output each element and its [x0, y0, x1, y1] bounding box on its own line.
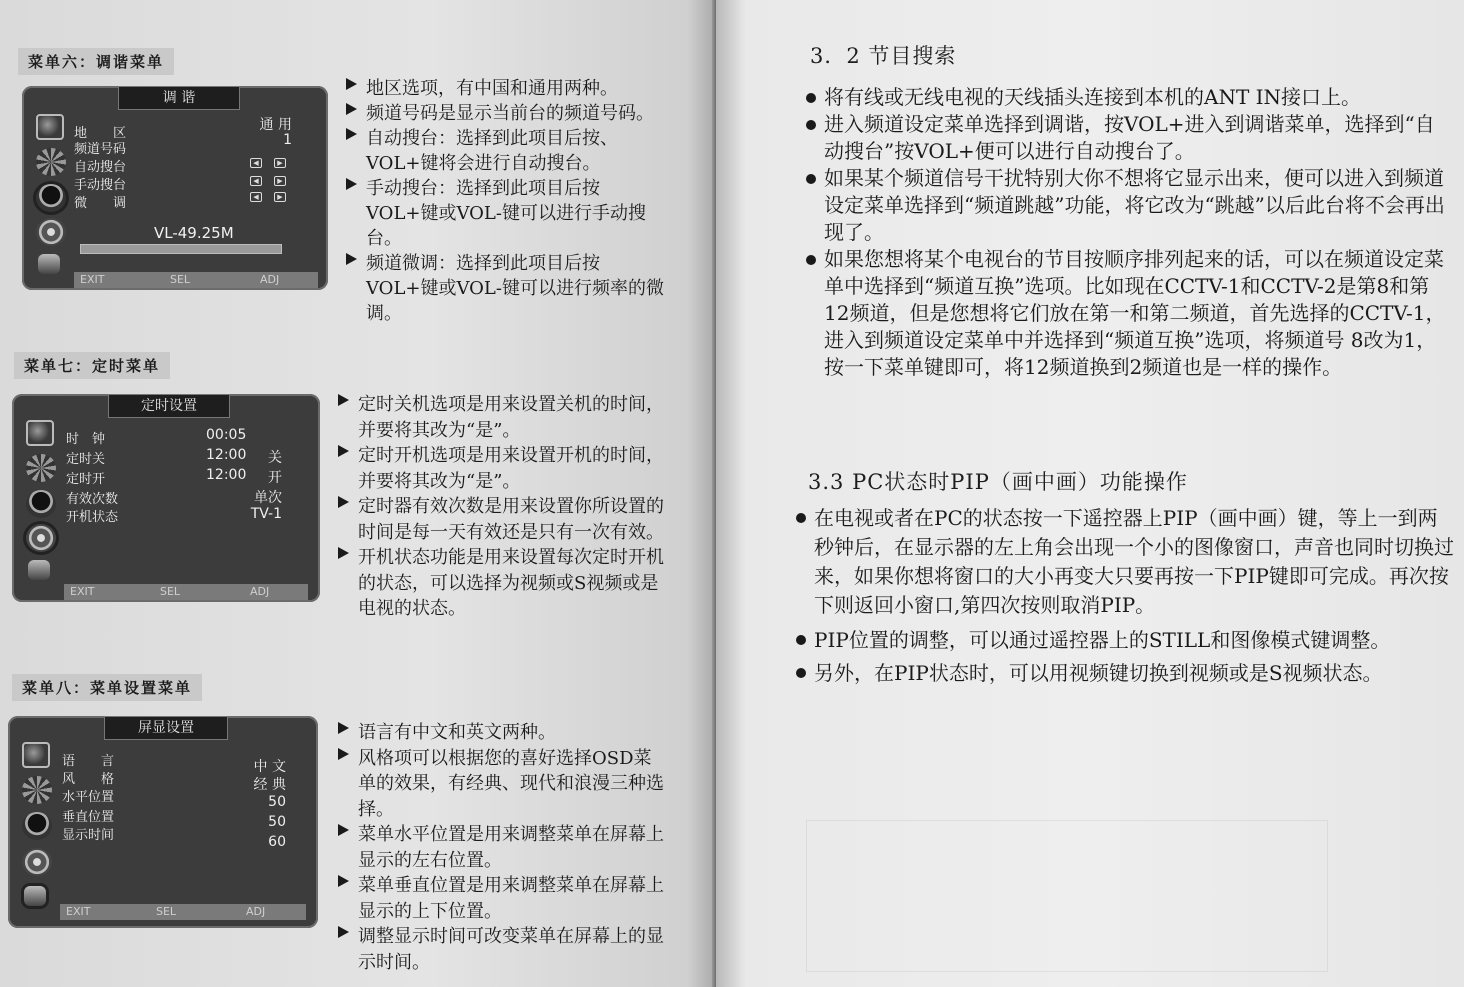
bullet-item: 定时关机选项是用来设置关机的时间，并要将其改为“是”。: [338, 392, 666, 443]
osd-footer: [64, 584, 308, 600]
section-3-2-title: 3．2 节目搜索: [810, 44, 957, 68]
osd-row-value: 中 文: [253, 759, 286, 775]
antenna-icon: [22, 812, 52, 840]
dot-bullet-icon: [806, 174, 816, 184]
triangle-bullet-icon: [338, 722, 349, 734]
osd-row-label[interactable]: 频道号码: [74, 142, 127, 157]
osd-row-label[interactable]: 手动搜台: [74, 178, 127, 193]
osd-icon-sidebar: [16, 740, 58, 914]
clock-icon: [22, 848, 52, 876]
dot-bullet-icon: [806, 255, 816, 265]
bullet-item: 语言有中文和英文两种。: [338, 720, 666, 746]
adj-hint: ADJ: [246, 905, 266, 918]
frequency-readout: VL-49.25M: [154, 224, 234, 242]
left-page: [0, 0, 716, 987]
bullet-item: 在电视或者在PC的状态按一下遥控器上PIP（画中画）键，等上一到两秒钟后，在显示器的左上角会出现一个小的图像窗口，声音也同时切换过来，如果你想将窗口的大小再变大只要再按一下PIP键即可完成。再次按下则返回小窗口,第四次按则取消PIP。: [794, 504, 1454, 620]
dot-bullet-icon: [796, 513, 806, 523]
triangle-bullet-icon: [346, 253, 357, 265]
triangle-bullet-icon: [346, 103, 357, 115]
triangle-bullet-icon: [346, 128, 357, 140]
osd-row-time: 12:00: [206, 467, 247, 483]
screen-icon: [28, 560, 50, 580]
bullet-item: 另外，在PIP状态时，可以用视频键切换到视频或是S视频状态。: [794, 659, 1454, 688]
bullet-item: 菜单垂直位置是用来调整菜单在屏幕上显示的上下位置。: [338, 873, 666, 924]
sel-hint: SEL: [170, 273, 191, 286]
bullet-item: 地区选项，有中国和通用两种。: [346, 76, 666, 101]
exit-hint: EXIT: [70, 585, 95, 598]
tuning-bar: [80, 244, 282, 254]
osd-footer: [60, 904, 306, 920]
triangle-bullet-icon: [338, 824, 349, 836]
osd-row-value: 50: [268, 794, 286, 810]
triangle-bullet-icon: [338, 875, 349, 887]
osd-row-label[interactable]: 水平位置: [62, 790, 115, 805]
menu6-title: 菜单六：调谐菜单: [18, 48, 174, 75]
osd-row-label[interactable]: 微 调: [74, 196, 127, 211]
osd-row-label[interactable]: 地 区: [74, 126, 127, 141]
bullet-item: 定时开机选项是用来设置开机的时间，并要将其改为“是”。: [338, 443, 666, 494]
triangle-bullet-icon: [346, 178, 357, 190]
right-arrow-icon: ▶: [274, 158, 286, 168]
bullet-item: 菜单水平位置是用来调整菜单在屏幕上显示的左右位置。: [338, 822, 666, 873]
menu7-osd-panel: [12, 394, 320, 602]
osd-footer: [74, 272, 318, 288]
menu7-osd-header: 定时设置: [108, 394, 230, 418]
dot-bullet-icon: [796, 635, 806, 645]
right-page: [716, 0, 1464, 987]
menu8-title: 菜单八：菜单设置菜单: [12, 674, 202, 701]
osd-row-value: 50: [268, 814, 286, 830]
antenna-icon: [26, 490, 56, 518]
menu6-osd-header: 调 谐: [118, 86, 240, 110]
osd-row-value: 60: [268, 834, 286, 850]
dot-bullet-icon: [806, 120, 816, 130]
osd-row-label[interactable]: 风 格: [62, 772, 115, 787]
bullet-item: 调整显示时间可改变菜单在屏幕上的显示时间。: [338, 924, 666, 975]
left-arrow-icon: ◀: [250, 158, 262, 168]
osd-row-state: 关: [268, 450, 282, 466]
triangle-bullet-icon: [346, 78, 357, 90]
section-3-3-bullets: [794, 504, 1454, 688]
bullet-item: 定时器有效次数是用来设置你所设置的时间是每一天有效还是只有一次有效。: [338, 494, 666, 545]
osd-icon-sidebar: [20, 418, 62, 588]
dot-bullet-icon: [796, 668, 806, 678]
osd-row-label[interactable]: 语 言: [62, 754, 115, 769]
triangle-bullet-icon: [338, 394, 349, 406]
adj-hint: ADJ: [260, 273, 280, 286]
bullet-item: 如果某个频道信号干扰特别大你不想将它显示出来，便可以进入到频道设定菜单选择到“频道跳越”功能，将它改为“跳越”以后此台将不会再出现了。: [804, 165, 1454, 246]
osd-row-label[interactable]: 垂直位置: [62, 810, 115, 825]
osd-row-time: 00:05: [206, 427, 247, 443]
tv-icon: [36, 114, 64, 140]
show-through-table: [806, 820, 1328, 972]
triangle-bullet-icon: [338, 445, 349, 457]
bullet-item: 手动搜台：选择到此项目后按VOL+键或VOL-键可以进行手动搜台。: [346, 176, 666, 251]
osd-row-label[interactable]: 显示时间: [62, 828, 115, 843]
bullet-item: 频道微调：选择到此项目后按VOL+键或VOL-键可以进行频率的微调。: [346, 251, 666, 326]
sel-hint: SEL: [160, 585, 181, 598]
bullet-item: 开机状态功能是用来设置每次定时开机的状态，可以选择为视频或S视频或是电视的状态。: [338, 545, 666, 622]
section-3-3-title: 3.3 PC状态时PIP（画中画）功能操作: [808, 470, 1188, 494]
triangle-bullet-icon: [338, 748, 349, 760]
osd-row-state: 单次: [254, 490, 282, 506]
tv-icon: [26, 420, 54, 446]
left-arrow-icon: ◀: [250, 192, 262, 202]
osd-row-label[interactable]: 自动搜台: [74, 160, 127, 175]
left-arrow-icon: ◀: [250, 176, 262, 186]
gear-icon: [36, 148, 66, 176]
clock-icon: [36, 218, 66, 246]
osd-row-time: 12:00: [206, 447, 247, 463]
clock-icon: [26, 524, 56, 552]
menu8-osd-header: 屏显设置: [104, 716, 228, 740]
menu8-bullet-list: [338, 720, 666, 975]
osd-row-label[interactable]: 定时开: [66, 472, 106, 487]
osd-row-value: 通 用: [259, 117, 292, 133]
osd-row-label[interactable]: 时 钟: [66, 432, 106, 447]
menu6-osd-panel: [22, 86, 328, 290]
menu6-bullet-list: [346, 76, 666, 326]
osd-row-label[interactable]: 定时关: [66, 452, 106, 467]
osd-row-label[interactable]: 开机状态: [66, 510, 119, 525]
osd-row-state: 开: [268, 470, 282, 486]
bullet-item: 如果您想将某个电视台的节目按顺序排列起来的话，可以在频道设定菜单中选择到“频道互换”选项。比如现在CCTV-1和CCTV-2是第8和第12频道，但是您想将它们放在第一和第二频道，首先选择的CCTV-1，进入到频道设定菜单中并选择到“频道互换”选项，将频道号 8改为1，按一下菜单键即可，将12频道换到2频道也是一样的操作。: [804, 246, 1454, 381]
bullet-item: 进入频道设定菜单选择到调谐，按VOL+进入到调谐菜单，选择到“自动搜台”按VOL+便可以进行自动搜台了。: [804, 111, 1454, 165]
triangle-bullet-icon: [338, 496, 349, 508]
bleed-through-text: [250, 30, 284, 55]
triangle-bullet-icon: [338, 926, 349, 938]
gear-icon: [26, 454, 56, 482]
bullet-item: 频道号码是显示当前台的频道号码。: [346, 101, 666, 126]
menu7-title: 菜单七：定时菜单: [14, 352, 170, 379]
exit-hint: EXIT: [80, 273, 105, 286]
osd-row-value: 经 典: [253, 777, 286, 793]
antenna-icon: [36, 184, 66, 212]
osd-row-label[interactable]: 有效次数: [66, 492, 119, 507]
gear-icon: [22, 776, 52, 804]
osd-icon-sidebar: [30, 112, 72, 282]
tv-icon: [22, 742, 50, 768]
dot-bullet-icon: [806, 93, 816, 103]
right-arrow-icon: ▶: [274, 192, 286, 202]
bullet-item: 风格项可以根据您的喜好选择OSD菜单的效果，有经典、现代和浪漫三种选择。: [338, 746, 666, 823]
menu8-osd-panel: [8, 716, 318, 928]
triangle-bullet-icon: [338, 547, 349, 559]
menu7-bullet-list: [338, 392, 666, 622]
bullet-item: PIP位置的调整，可以通过遥控器上的STILL和图像模式键调整。: [794, 626, 1454, 655]
right-arrow-icon: ▶: [274, 176, 286, 186]
section-3-2-bullets: [804, 84, 1454, 381]
bullet-item: 自动搜台：选择到此项目后按、VOL+键将会进行自动搜台。: [346, 126, 666, 176]
osd-row-state: TV-1: [250, 506, 282, 522]
screen-icon: [24, 886, 46, 906]
bullet-item: 将有线或无线电视的天线插头连接到本机的ANT IN接口上。: [804, 84, 1454, 111]
adj-hint: ADJ: [250, 585, 270, 598]
exit-hint: EXIT: [66, 905, 91, 918]
screen-icon: [38, 254, 60, 274]
osd-row-value: 1: [283, 132, 292, 148]
sel-hint: SEL: [156, 905, 177, 918]
